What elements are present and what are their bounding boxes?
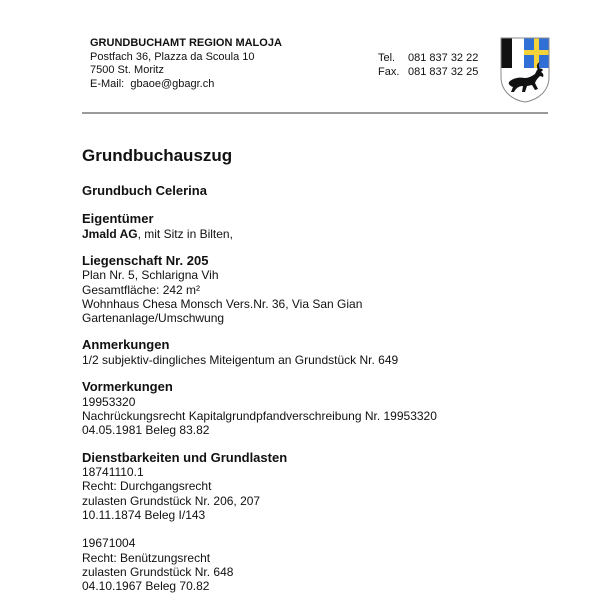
contact-block: [378, 52, 478, 79]
priority-notices-heading: Vormerkungen: [82, 379, 173, 395]
telephone-row: [378, 52, 478, 66]
easement-burden: zulasten Grundstück Nr. 648: [82, 564, 234, 579]
document-body: [82, 146, 552, 606]
owner-section: [82, 211, 552, 241]
owner-heading: Eigentümer: [82, 211, 154, 226]
priority-notice-description: Nachrückungsrecht Kapitalgrundpfandverschreibung Nr. 19953320: [82, 409, 437, 424]
property-building: Wohnhaus Chesa Monsch Vers.Nr. 36, Via San Gian: [82, 296, 363, 311]
property-area: Gesamtfläche: 242 m²: [82, 282, 201, 297]
property-section: [82, 253, 552, 326]
easement-id: 19671004: [82, 536, 136, 551]
graubuenden-coat-of-arms-icon: [500, 37, 550, 103]
fax-label: Fax.: [378, 65, 400, 78]
telephone-number: 081 837 32 22: [408, 52, 479, 64]
fax-number: 081 837 32 25: [408, 65, 479, 78]
easement-entry: [82, 465, 552, 522]
telephone-label: Tel.: [378, 52, 396, 64]
easements-section: [82, 450, 552, 594]
email-address: gbaoe@gbagr.ch: [130, 77, 215, 90]
annotation-line: 1/2 subjektiv-dingliches Miteigentum an Grundstück Nr. 649: [82, 352, 399, 367]
easement-right: Recht: Durchgangsrecht: [82, 479, 212, 494]
land-register-name: Grundbuch Celerina: [82, 183, 207, 198]
property-heading: Liegenschaft Nr. 205: [82, 252, 209, 268]
email-label: E-Mail:: [90, 77, 125, 90]
easement-right: Recht: Benützungsrecht: [82, 550, 211, 565]
easement-entry: [82, 536, 552, 593]
annotations-section: [82, 337, 552, 367]
document-title: Grundbuchauszug: [82, 146, 233, 165]
easement-id: 18741110.1: [82, 465, 144, 480]
easements-heading: Dienstbarkeiten und Grundlasten: [82, 449, 288, 465]
priority-notice-reference: 04.05.1981 Beleg 83.82: [82, 423, 210, 438]
easement-reference: 04.10.1967 Beleg 70.82: [82, 579, 210, 594]
owner-line: [82, 227, 552, 241]
fax-row: [378, 66, 478, 80]
owner-details: , mit Sitz in Bilten,: [137, 226, 233, 241]
property-garden: Gartenanlage/Umschwung: [82, 311, 225, 326]
easement-reference: 10.11.1874 Beleg I/143: [82, 508, 206, 523]
letterhead: [90, 37, 282, 91]
easement-burden: zulasten Grundstück Nr. 206, 207: [82, 493, 261, 508]
email-line: [90, 78, 282, 92]
address-line-2: 7500 St. Moritz: [90, 64, 164, 76]
annotations-heading: Anmerkungen: [82, 337, 170, 353]
priority-notice-id: 19953320: [82, 394, 136, 409]
owner-name: Jmald AG: [82, 226, 138, 241]
header-divider: [82, 112, 548, 114]
property-plan: Plan Nr. 5, Schlarigna Vih: [82, 268, 219, 283]
office-name: GRUNDBUCHAMT REGION MALOJA: [90, 37, 282, 49]
address-line-1: Postfach 36, Plazza da Scoula 10: [90, 50, 255, 63]
priority-notices-section: [82, 379, 552, 437]
